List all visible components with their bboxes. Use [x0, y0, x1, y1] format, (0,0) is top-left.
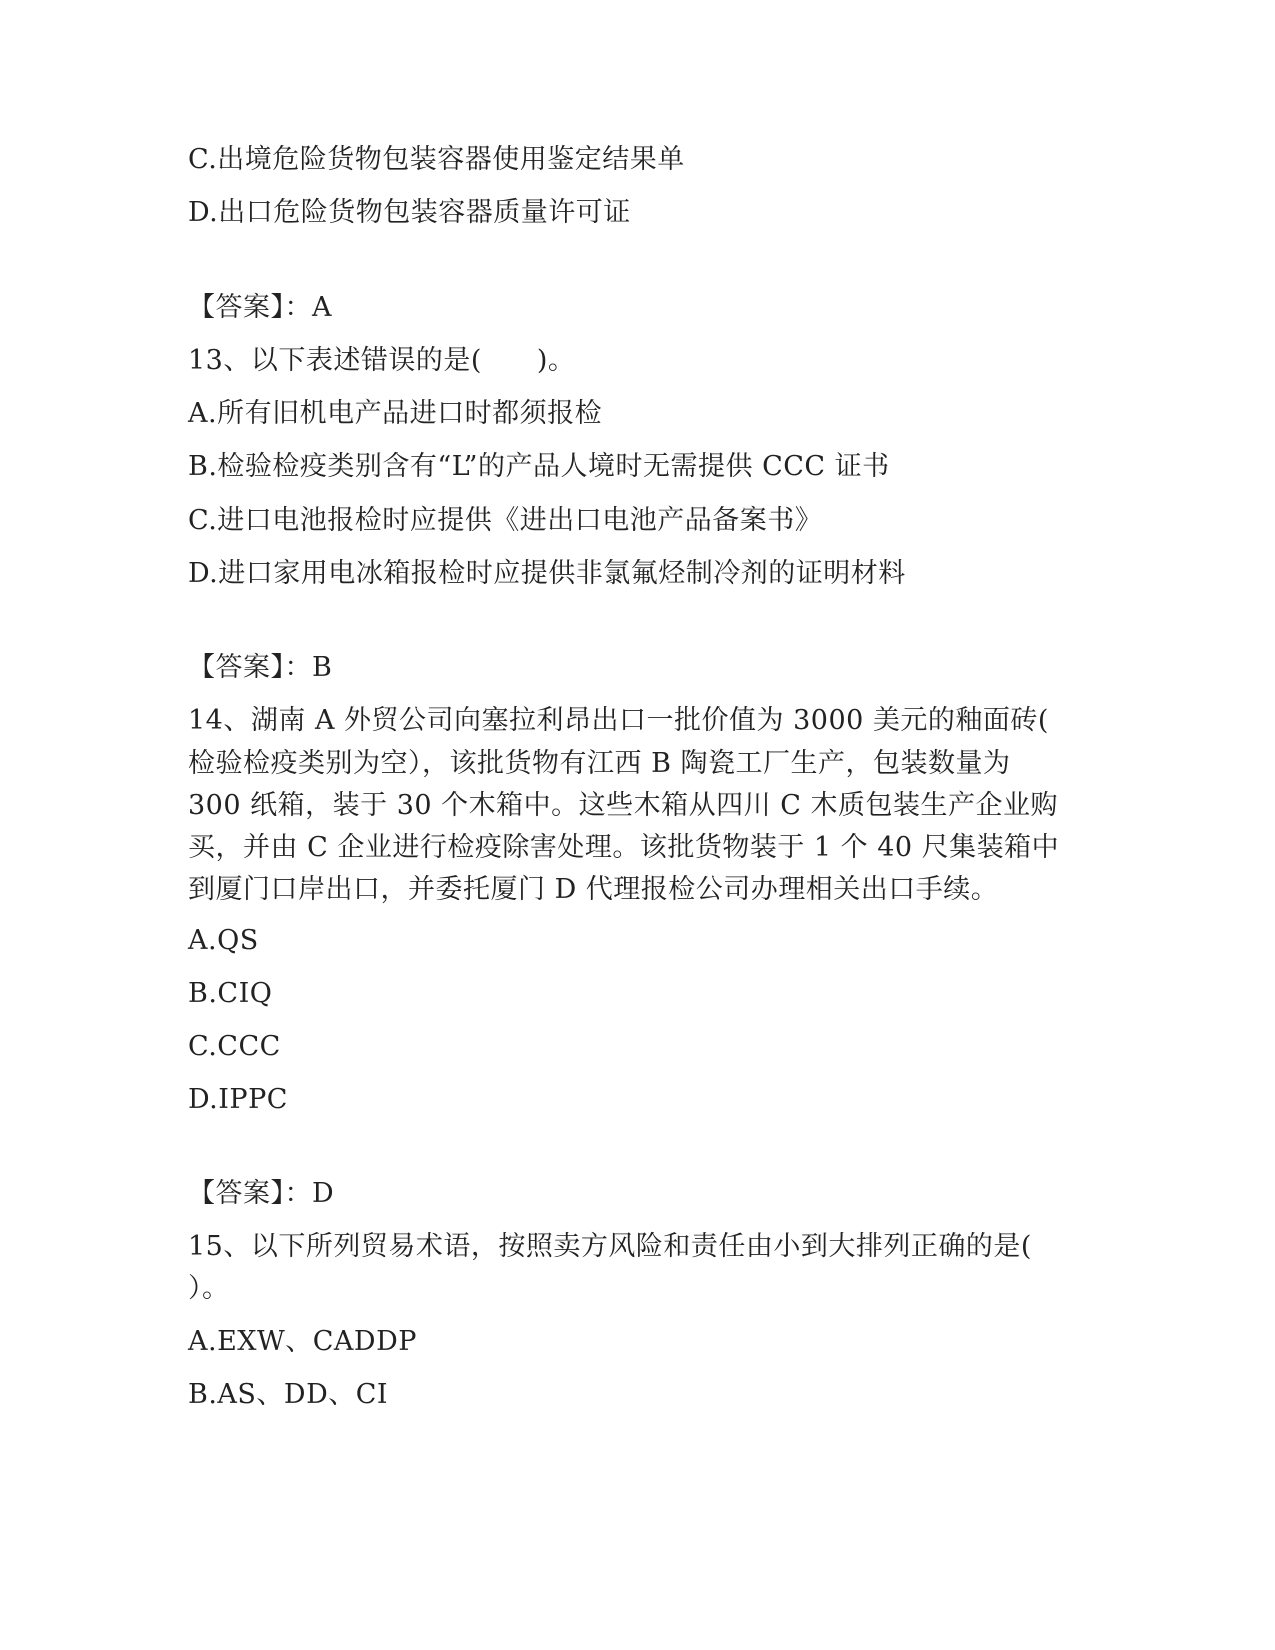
question-15-stem-line-1: 15、以下所列贸易术语，按照卖方风险和责任由小到大排列正确的是(	[188, 1231, 1032, 1262]
question-13-option-a: A.所有旧机电产品进口时都须报检	[188, 398, 603, 429]
question-14-option-a: A.QS	[188, 925, 259, 956]
question-14-stem-line-3: 300 纸箱，装于 30 个木箱中。这些木箱从四川 C 木质包装生产企业购	[188, 790, 1058, 821]
option-d: D.出口危险货物包装容器质量许可证	[188, 197, 631, 228]
question-14-stem-line-5: 到厦门口岸出口，并委托厦门 D 代理报检公司办理相关出口手续。	[188, 874, 999, 905]
question-14-option-c: C.CCC	[188, 1031, 281, 1062]
question-13-answer: 【答案】：B	[188, 652, 333, 683]
question-14-stem-line-4: 买，并由 C 企业进行检疫除害处理。该批货物装于 1 个 40 尺集装箱中	[188, 832, 1060, 863]
option-c: C.出境危险货物包装容器使用鉴定结果单	[188, 144, 685, 175]
question-14-option-b: B.CIQ	[188, 978, 273, 1009]
question-13-option-c: C.进口电池报检时应提供《进出口电池产品备案书》	[188, 505, 823, 536]
question-15-option-a: A.EXW、CADDP	[188, 1326, 417, 1357]
question-15-option-b: B.AS、DD、CI	[188, 1379, 389, 1410]
question-14-option-d: D.IPPC	[188, 1084, 288, 1115]
question-13-stem: 13、以下表述错误的是( )。	[188, 345, 576, 376]
answer-label: 【答案】：A	[188, 292, 332, 323]
question-15-stem-line-2: ）。	[188, 1273, 230, 1304]
question-14-answer: 【答案】：D	[188, 1178, 335, 1209]
question-13-option-d: D.进口家用电冰箱报检时应提供非氯氟烃制冷剂的证明材料	[188, 558, 906, 589]
question-14-stem-line-1: 14、湖南 A 外贸公司向塞拉利昂出口一批价值为 3000 美元的釉面砖(	[188, 705, 1049, 736]
question-14-stem-line-2: 检验检疫类别为空），该批货物有江西 B 陶瓷工厂生产，包装数量为	[188, 748, 1011, 779]
question-13-option-b: B.检验检疫类别含有“L”的产品人境时无需提供 CCC 证书	[188, 451, 890, 482]
